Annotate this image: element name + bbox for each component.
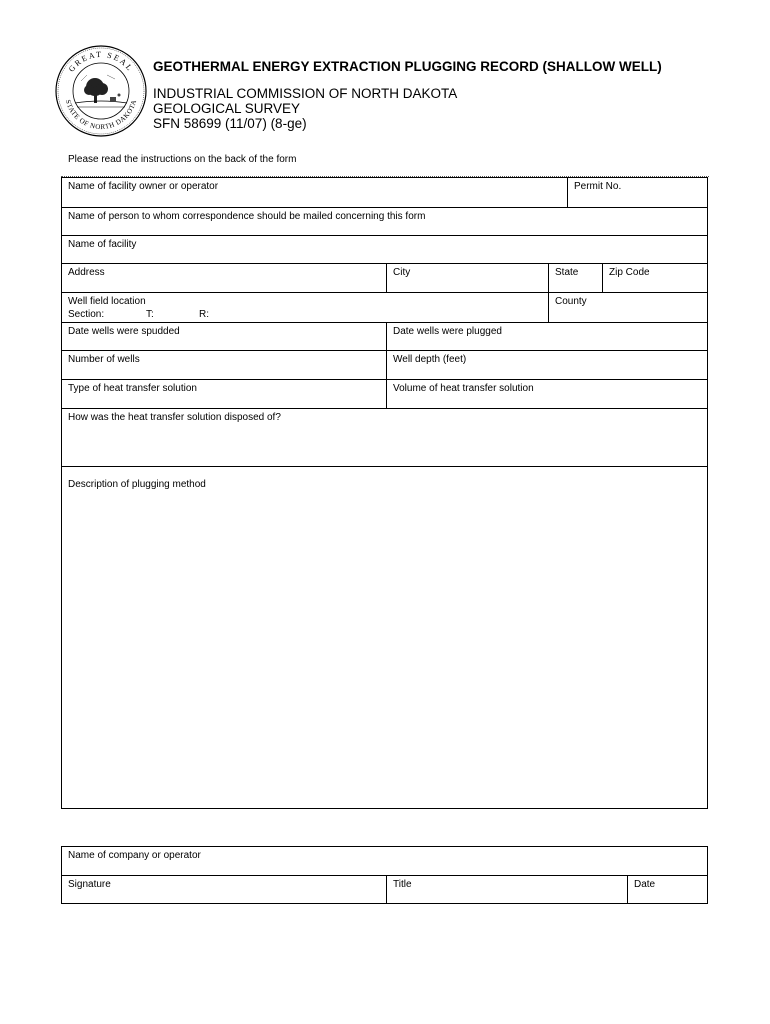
permit-no-field[interactable] <box>567 178 707 207</box>
company-row <box>62 847 707 876</box>
state-field[interactable] <box>548 264 602 292</box>
zip-code-label: Zip Code <box>609 267 650 278</box>
well-depth-field[interactable] <box>386 351 707 379</box>
signature-row <box>62 876 707 903</box>
well-field-location-field[interactable] <box>62 293 548 322</box>
state-seal-logo <box>55 45 147 137</box>
form-number: SFN 58699 (11/07) (8-ge) <box>153 116 307 131</box>
zip-code-field[interactable] <box>602 264 707 292</box>
facility-owner-label: Name of facility owner or operator <box>68 181 219 192</box>
date-spudded-field[interactable] <box>62 323 386 350</box>
company-name-field[interactable] <box>62 847 707 875</box>
number-of-wells-label: Number of wells <box>68 354 140 365</box>
address-row <box>62 264 707 293</box>
svg-text:STATE OF NORTH DAKOTA <box>64 99 138 131</box>
well-depth-label: Well depth (feet) <box>393 354 467 365</box>
heat-solution-type-field[interactable] <box>62 380 386 408</box>
date-plugged-label: Date wells were plugged <box>393 326 502 337</box>
signature-field[interactable] <box>62 876 386 903</box>
company-name-label: Name of company or operator <box>68 850 201 861</box>
section-label: Section: <box>68 309 105 320</box>
signature-label: Signature <box>68 879 111 890</box>
heat-solution-volume-label: Volume of heat transfer solution <box>393 383 534 394</box>
county-label: County <box>555 296 587 307</box>
instructions-note: Please read the instructions on the back of the form <box>68 154 297 165</box>
heat-solution-type-label: Type of heat transfer solution <box>68 383 197 394</box>
address-field[interactable] <box>62 264 386 292</box>
correspondence-label: Name of person to whom correspondence should be mailed concerning this form <box>68 211 426 222</box>
title-field[interactable] <box>386 876 627 903</box>
plugging-method-field[interactable] <box>62 467 707 808</box>
owner-row <box>62 178 707 208</box>
city-field[interactable] <box>386 264 548 292</box>
correspondence-field[interactable] <box>62 208 707 235</box>
disposal-row <box>62 409 707 467</box>
plugging-method-label: Description of plugging method <box>68 479 206 490</box>
main-form <box>61 177 708 809</box>
range-label: R: <box>199 309 209 320</box>
signature-block <box>61 846 708 904</box>
county-field[interactable] <box>548 293 707 322</box>
township-label: T: <box>146 309 154 320</box>
seal-bottom-text: STATE OF NORTH DAKOTA <box>63 98 139 132</box>
city-label: City <box>393 267 411 278</box>
correspondence-row <box>62 208 707 236</box>
heat-solution-row <box>62 380 707 409</box>
title-label: Title <box>393 879 412 890</box>
dates-row <box>62 323 707 351</box>
address-label: Address <box>68 267 105 278</box>
facility-name-label: Name of facility <box>68 239 137 250</box>
plugging-method-row <box>62 467 707 808</box>
agency-name: INDUSTRIAL COMMISSION OF NORTH DAKOTA <box>153 86 458 101</box>
number-of-wells-field[interactable] <box>62 351 386 379</box>
wells-row <box>62 351 707 380</box>
heat-solution-volume-field[interactable] <box>386 380 707 408</box>
date-label: Date <box>634 879 656 890</box>
well-field-location-label: Well field location <box>68 296 146 307</box>
disposal-field[interactable] <box>62 409 707 466</box>
facility-name-field[interactable] <box>62 236 707 263</box>
facility-name-row <box>62 236 707 264</box>
state-label: State <box>555 267 579 278</box>
permit-no-label: Permit No. <box>574 181 622 192</box>
agency-division: GEOLOGICAL SURVEY <box>153 101 301 116</box>
date-spudded-label: Date wells were spudded <box>68 326 180 337</box>
location-row <box>62 293 707 323</box>
form-title: GEOTHERMAL ENERGY EXTRACTION PLUGGING RECORD (SHALLOW WELL) <box>153 59 662 74</box>
date-plugged-field[interactable] <box>386 323 707 350</box>
facility-owner-field[interactable] <box>62 178 567 207</box>
date-field[interactable] <box>627 876 707 903</box>
seal-top-text: GREAT SEAL <box>66 49 136 74</box>
disposal-label: How was the heat transfer solution disposed of? <box>68 412 281 423</box>
